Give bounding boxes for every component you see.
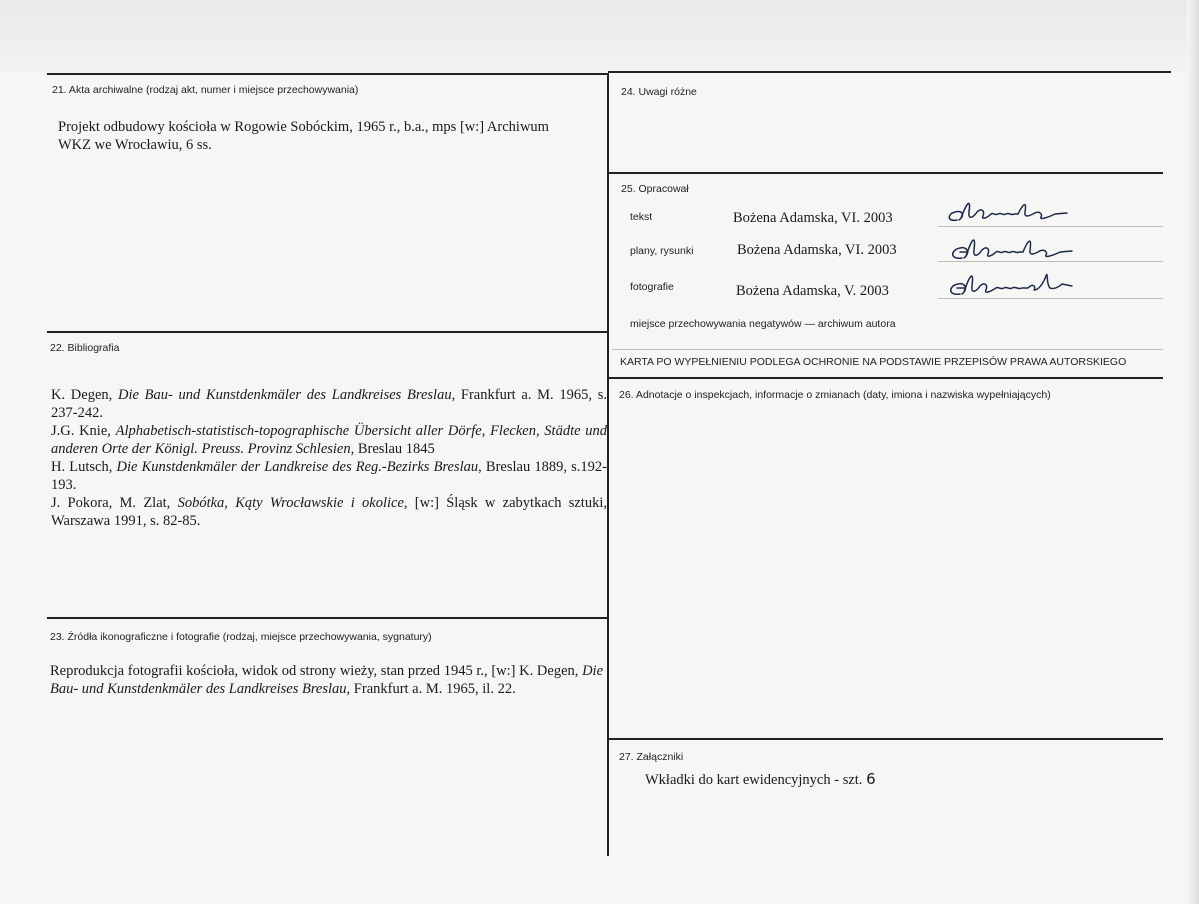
bibliography-entry: K. Degen, Die Bau- und Kunstdenkmäler des Landkreises Breslau, Frankfurt a. M. 1965, s. 237-242. [51, 387, 607, 421]
scan-right-edge [1187, 0, 1199, 904]
section-27-label: 27. Załączniki [619, 751, 684, 763]
field-fotografie-label: fotografie [630, 281, 674, 293]
section-23-label: 23. Źródła ikonograficzne i fotografie (rodzaj, miejsce przechowywania, sygnatury) [50, 631, 432, 643]
bibliography-entry: H. Lutsch, Die Kunstdenkmäler der Landkreise des Reg.-Bezirks Breslau, Breslau 1889, s.192-193. [51, 459, 607, 493]
field-plany-value: Bożena Adamska, VI. 2003 [737, 242, 897, 258]
rule-22-23 [47, 617, 608, 619]
copyright-notice: KARTA PO WYPEŁNIENIU PODLEGA OCHRONIE NA PODSTAWIE PRZEPISÓW PRAWA AUTORSKIEGO [620, 356, 1127, 368]
scan-top-edge [0, 0, 1199, 72]
signature-1 [943, 194, 1073, 230]
field-tekst-label: tekst [630, 211, 653, 223]
section-24-label: 24. Uwagi różne [621, 86, 697, 98]
bibliography-list [51, 386, 607, 530]
section-21-text [58, 118, 598, 154]
rule-top-left [47, 73, 608, 75]
rule-copyright [612, 349, 1163, 350]
section-21-label: 21. Akta archiwalne (rodzaj akt, numer i miejsce przechowywania) [52, 84, 359, 96]
section-25-label: 25. Opracował [621, 183, 689, 195]
attachments-count: 6 [866, 770, 876, 788]
field-tekst-value: Bożena Adamska, VI. 2003 [733, 210, 893, 226]
rule-24-25 [608, 172, 1163, 174]
field-plany-label: plany, rysunki [630, 245, 694, 257]
bibliography-entry: J. Pokora, M. Zlat, Sobótka, Kąty Wrocławskie i okolice, [w:] Śląsk w zabytkach sztuki, Warszawa 1991, s. 82-85. [51, 495, 607, 529]
bibliography-entry: J.G. Knie, Alphabetisch-statistisch-topographische Übersicht aller Dörfe, Flecken, Städte und anderen Orte der Königl. Preuss. Provinz Schlesien, Breslau 1845 [51, 423, 607, 457]
section-23-text: Reprodukcja fotografii kościoła, widok od strony wieży, stan przed 1945 r., [w:] K. Degen, Die Bau- und Kunstdenkmäler des Landkreises Breslau, Frankfurt a. M. 1965, il. 22. [50, 663, 603, 697]
negatives-location: miejsce przechowywania negatywów — archiwum autora [630, 318, 896, 330]
rule-top-right [608, 71, 1171, 73]
signature-3 [944, 266, 1079, 302]
rule-26-27 [608, 738, 1163, 740]
section-26-label: 26. Adnotacje o inspekcjach, informacje o zmianach (daty, imiona i nazwiska wypełniających) [619, 389, 1051, 401]
field-fotografie-value: Bożena Adamska, V. 2003 [736, 283, 889, 299]
attachments-text [645, 770, 876, 789]
rule-21-22 [47, 331, 608, 333]
rule-25-26 [608, 377, 1163, 379]
attachments-description: Wkładki do kart ewidencyjnych - szt. [645, 772, 863, 788]
section-22-label: 22. Bibliografia [50, 342, 120, 354]
section-21-line-2: WKZ we Wrocławiu, 6 ss. [58, 137, 212, 153]
section-21-line-1: Projekt odbudowy kościoła w Rogowie Sobóckim, 1965 r., b.a., mps [w:] Archiwum [58, 119, 549, 135]
signature-2 [946, 230, 1076, 266]
